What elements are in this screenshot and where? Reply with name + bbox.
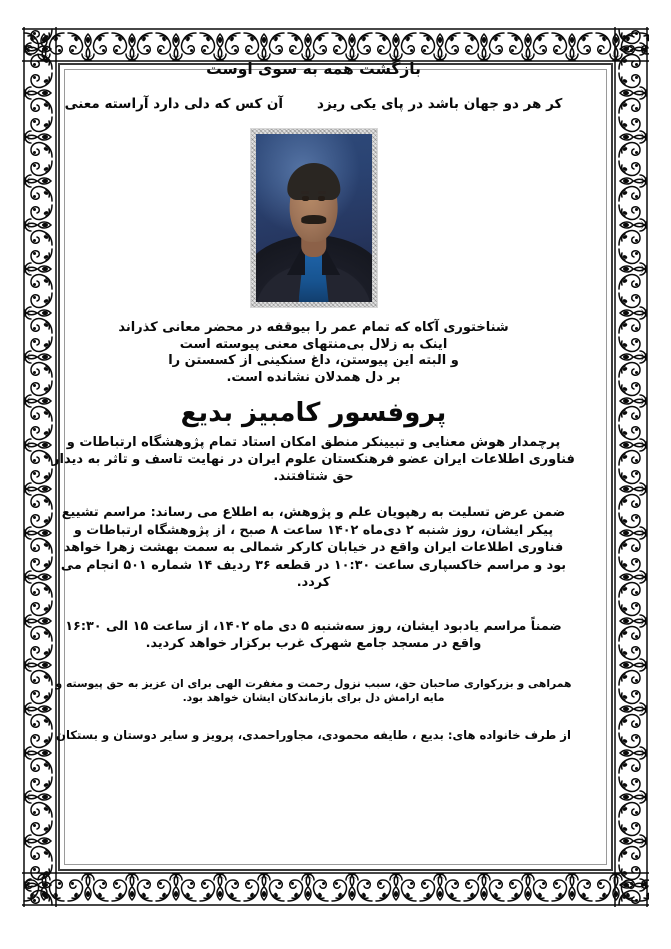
credential-line: عضو فرهنکستان علوم ایران [247, 452, 429, 467]
blessing-line: همراهی و بزرکواری صاحبان حق، سبب نزول رحمت و مغفرت الهی برای ان عزیز به حق پیوسته [66, 676, 572, 690]
credential-line: استاد تمام پژوهشگاه ارتباطات و فناوری اطلاعات ایران [66, 435, 575, 467]
memorial-line: از ساعت ۱۵ الی ۱۶:۳۰ واقع در مسجد جامع شهرک غرب برکزار خواهد کردید. [65, 618, 482, 651]
eulogy-paragraph [52, 320, 575, 386]
memorial-line: ضمناً مراسم یادبود ایشان، روز سه‌شنبه ۵ دی ماه ۱۴۰۲، [213, 618, 562, 634]
burial-line: و مراسم خاکسپاری ساعت ۱۰:۳۰ در قطعه ۳۶ ردیف ۱۴ شماره ۵۰۱ انجام می کردد. [60, 557, 543, 590]
portrait-moustache [301, 215, 327, 223]
eulogy-line: و البته این پیوستن، داغ سنکینی از کسستن را [168, 353, 459, 368]
blessing-line: و مایه ارامش دل برای بازماندکان ایشان خواهد بود. [55, 676, 445, 704]
bereaved-families [52, 728, 575, 744]
memorial-ceremony-details [52, 618, 575, 653]
page-title: بازگشت همه به سوی اوست [206, 60, 421, 78]
eulogy-line: شناختوری آکاه که تمام عمر را بیوقفه در محضر معانی کذراند [118, 320, 509, 335]
deceased-credentials [52, 434, 575, 485]
portrait-photo [256, 134, 372, 302]
family-line: از طرف خانواده های: بدیع ، طایفه محمودی، مجاوراحمدی، پرویز [203, 727, 571, 742]
blessing-text [52, 677, 575, 706]
portrait-eye-right [318, 196, 324, 200]
deceased-name: پروفسور کامبیز بدیع [180, 398, 447, 428]
funeral-line: به سمت بهشت زهرا خواهد بود [63, 540, 567, 573]
border-ornament-right [613, 27, 649, 907]
poem-hemistich-first: آن کس که دلی دارد آراسته معنی [64, 96, 284, 112]
family-line: و سایر دوستان و بستکان [56, 727, 200, 742]
credential-line: در نهایت تاسف و تاثر به دیدار حق شتافتند. [52, 452, 354, 484]
funeral-details [52, 504, 575, 592]
poem-hemistich-second: کر هر دو جهان باشد در پای یکی ریزد [317, 96, 563, 112]
funeral-line: از پژوهشگاه ارتباطات و فناوری اطلاعات ایران واقع در خیابان کارکر شمالی [73, 522, 564, 555]
credential-line: پرچمدار هوش معنایی و تبیینکر منطق امکان [280, 435, 561, 450]
poem-couplet [52, 96, 575, 112]
funeral-intro: ضمن عرض تسلیت به رهپویان علم و پژوهش، به اطلاع می رساند: [150, 505, 566, 520]
portrait-photo-frame [250, 128, 378, 308]
portrait-eyebrow-right [318, 191, 326, 194]
portrait-eye-left [302, 196, 308, 200]
poster-content [46, 44, 581, 908]
portrait-hair [287, 163, 340, 200]
eulogy-line: بر دل همدلان نشانده است. [226, 369, 401, 385]
eulogy-line: اینک به زلال بی‌منتهای معنی پیوسته است [179, 336, 448, 352]
funeral-line: مراسم تشییع پیکر ایشان، روز شنبه ۲ دی‌ماه ۱۴۰۲ ساعت ۸ صبح ، [61, 505, 554, 538]
